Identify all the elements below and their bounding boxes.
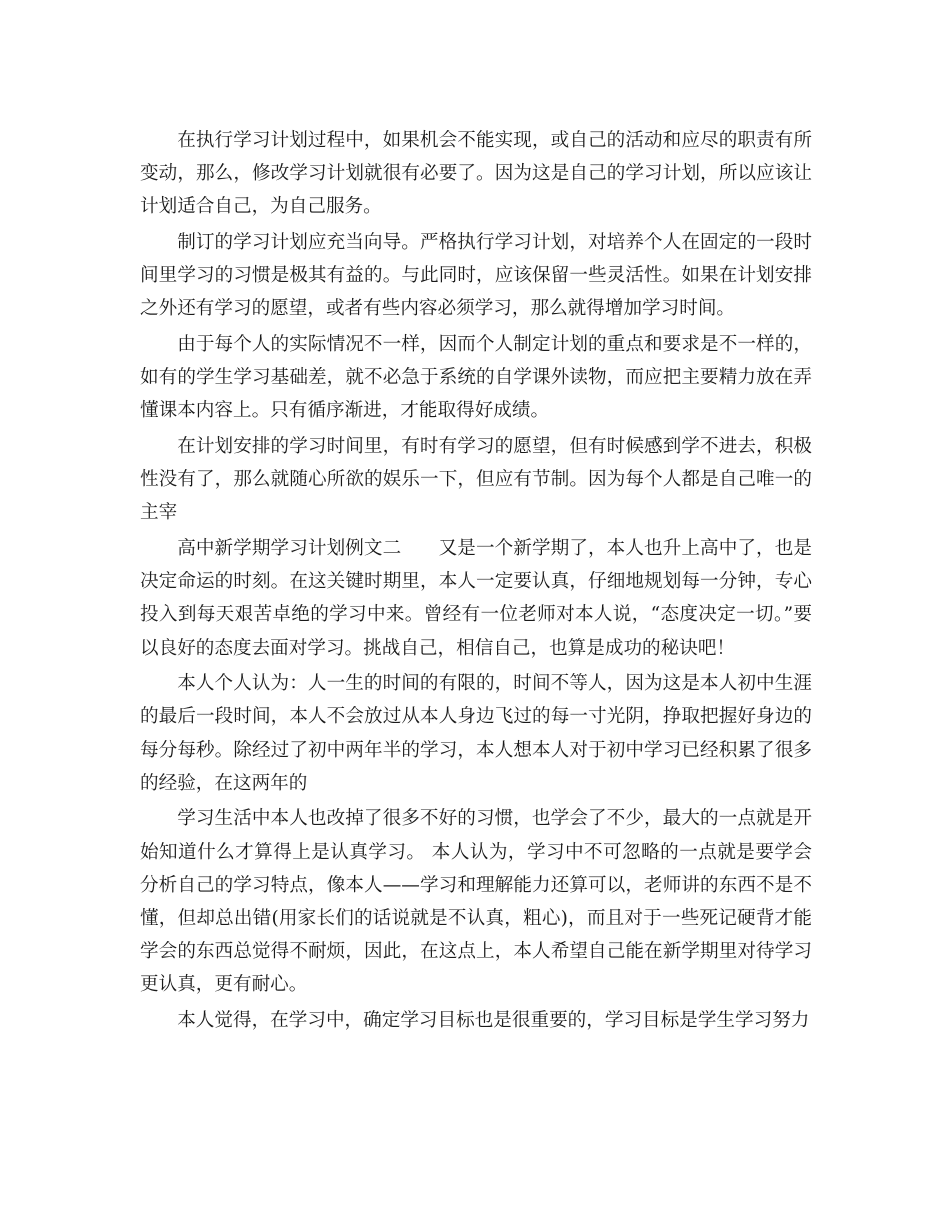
paragraph: 制订的学习计划应充当向导。严格执行学习计划，对培养个人在固定的一段时间里学习的习惯是极其有益的。与此同时，应该保留一些灵活性。如果在计划安排之外还有学习的愿望，或者有些内容必须学习，那么就得增加学习时间。 [140, 232, 812, 320]
paragraph: 在执行学习计划过程中，如果机会不能实现，或自己的活动和应尽的职责有所变动，那么，修改学习计划就很有必要了。因为这是自己的学习计划，所以应该让计划适合自己，为自己服务。 [140, 130, 812, 218]
document-body [140, 124, 812, 1040]
paragraph: 高中新学期学习计划例文二 又是一个新学期了，本人也升上高中了，也是决定命运的时刻。在这关键时期里，本人一定要认真，仔细地规划每一分钟，专心投入到每天艰苦卓绝的学习中来。曾经有一位老师对本人说，“态度决定一切。”要以良好的态度去面对学习。挑战自己，相信自己，也算是成功的秘诀吧！ [140, 538, 812, 659]
paragraph: 本人觉得，在学习中，确定学习目标也是很重要的，学习目标是学生学习努力 [177, 1010, 810, 1032]
paragraph: 在计划安排的学习时间里，有时有学习的愿望，但有时候感到学不进去，积极性没有了，那么就随心所欲的娱乐一下，但应有节制。因为每个人都是自己唯一的主宰 [140, 436, 812, 524]
paragraph: 本人个人认为：人一生的时间的有限的，时间不等人，因为这是本人初中生涯的最后一段时间，本人不会放过从本人身边飞过的每一寸光阴，挣取把握好身边的每分每秒。除经过了初中两年半的学习，本人想本人对于初中学习已经积累了很多的经验，在这两年的 [140, 673, 812, 794]
paragraph: 由于每个人的实际情况不一样，因而个人制定计划的重点和要求是不一样的，如有的学生学习基础差，就不必急于系统的自学课外读物，而应把主要精力放在弄懂课本内容上。只有循序渐进，才能取得好成绩。 [140, 334, 812, 422]
paragraph: 学习生活中本人也改掉了很多不好的习惯，也学会了不少，最大的一点就是开始知道什么才算得上是认真学习。 本人认为，学习中不可忽略的一点就是要学会分析自己的学习特点，像本人——学习和理解能力还算可以，老师讲的东西不是不懂，但却总出错(用家长们的话说就是不认真，粗心)，而且对于一些死记硬背才能学会的东西总觉得不耐烦，因此，在这点上，本人希望自己能在新学期里对待学习更认真，更有耐心。 [140, 808, 812, 996]
